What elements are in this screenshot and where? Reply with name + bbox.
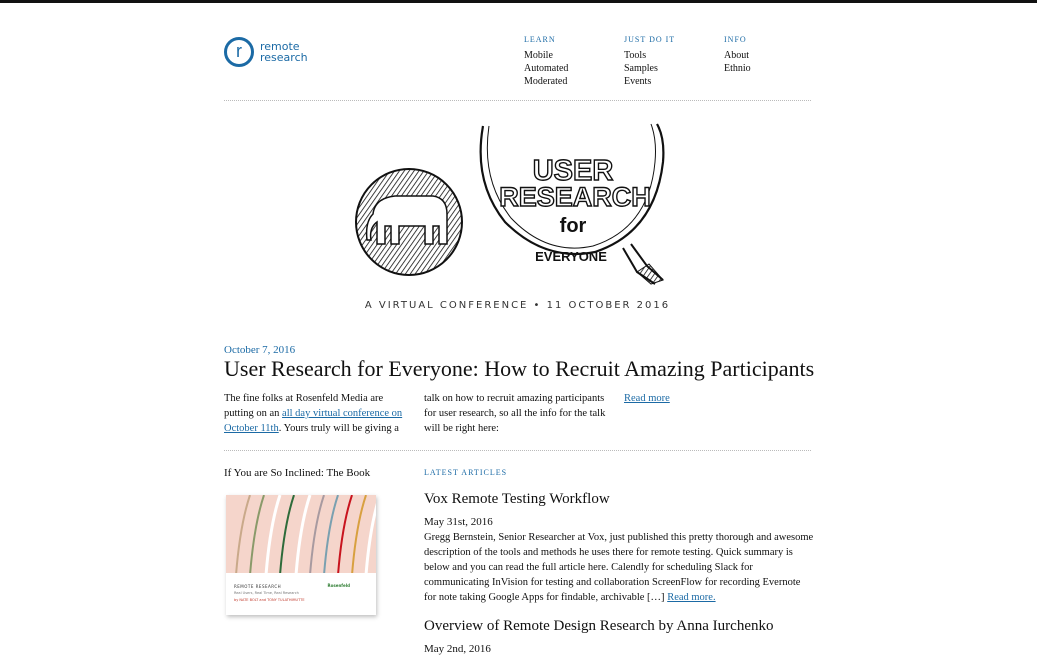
post-excerpt-col2: talk on how to recruit amazing participants for user research, so all the info for the talk will be right here: xyxy=(424,393,606,434)
article-title-1[interactable]: Vox Remote Testing Workflow xyxy=(424,491,610,507)
logo-text xyxy=(260,41,308,63)
post-date: October 7, 2016 xyxy=(224,344,296,356)
article-title-2[interactable]: Overview of Remote Design Research by Anna Iurchenko xyxy=(424,618,774,634)
nav-heading-learn: LEARN xyxy=(524,35,556,44)
nav-link-moderated[interactable]: Moderated xyxy=(524,76,568,87)
nav-heading-info: INFO xyxy=(724,35,747,44)
nav-learn xyxy=(524,35,568,88)
post-title[interactable]: User Research for Everyone: How to Recruit Amazing Participants xyxy=(224,356,815,381)
nav-link-samples[interactable]: Samples xyxy=(624,63,658,74)
article-read-more-1[interactable]: Read more. xyxy=(667,592,716,603)
logo-mark-icon xyxy=(224,37,254,67)
book-publisher: Rosenfeld xyxy=(327,583,350,588)
latest-articles-heading: LATEST ARTICLES xyxy=(424,468,508,477)
post-excerpt-col1 xyxy=(224,391,414,436)
sidebar-title: If You are So Inclined: The Book xyxy=(224,467,371,479)
book-title: REMOTE RESEARCH xyxy=(234,584,282,589)
hero-tagline: A VIRTUAL CONFERENCE • 11 OCTOBER 2016 xyxy=(364,300,671,311)
top-border xyxy=(0,0,1037,3)
hero-illustration[interactable] xyxy=(355,122,695,287)
post-read-more-col xyxy=(624,391,814,406)
nav-link-events[interactable]: Events xyxy=(624,76,652,87)
logo-line1: remote xyxy=(260,40,300,53)
nav-link-tools[interactable]: Tools xyxy=(624,50,647,61)
book-footer xyxy=(226,573,376,615)
nav-info xyxy=(724,35,751,75)
post-divider xyxy=(224,450,811,451)
conference-link[interactable]: all day virtual conference on October 11th xyxy=(224,408,403,434)
logo[interactable] xyxy=(224,37,308,67)
nav-link-ethnio[interactable]: Ethnio xyxy=(724,63,751,74)
nav-link-mobile[interactable]: Mobile xyxy=(524,50,553,61)
header-divider xyxy=(224,100,811,101)
nav-just-do-it xyxy=(624,35,675,88)
article-excerpt-text-1: Gregg Bernstein, Senior Researcher at Vox, just published this pretty thorough and awesome description of the tools and methods he uses there for remote testing. Quick summary is below and you can read the full article here. Calendly for scheduling Slack for communicating InVision for testing and collaboration ScreenFlow for recording Evernote for note taking Google Apps for findable, archivable […] xyxy=(424,532,814,603)
nav-link-about[interactable]: About xyxy=(724,50,749,61)
article-date-1: May 31st, 2016 xyxy=(424,516,493,528)
logo-letter: r xyxy=(236,40,242,61)
article-date-2: May 2nd, 2016 xyxy=(424,643,491,655)
elephant-badge-icon xyxy=(356,169,462,275)
read-more-link[interactable]: Read more xyxy=(624,393,670,404)
post-text-2: . Yours truly will be giving a xyxy=(278,423,399,434)
book-subtitle: Real Users, Real Time, Real Research xyxy=(234,591,299,595)
post-text-1: The fine folks at Rosenfeld Media are putting on an xyxy=(224,393,384,419)
hero-title-line1: USER xyxy=(532,155,614,187)
nav-link-automated[interactable]: Automated xyxy=(524,63,569,74)
hero-title-line4: EVERYONE xyxy=(535,249,607,264)
book-authors: by NATE BOLT and TONY TULATHIMUTTE xyxy=(234,598,305,602)
book-cover[interactable] xyxy=(226,495,376,615)
hero-title-line3: for xyxy=(559,215,587,237)
article-excerpt-1 xyxy=(424,530,814,605)
hero-title-line2: RESEARCH xyxy=(499,182,651,212)
book-stripes-icon xyxy=(226,495,376,575)
nav-heading-just-do-it: JUST DO IT xyxy=(624,35,676,44)
logo-line2: research xyxy=(260,51,308,64)
